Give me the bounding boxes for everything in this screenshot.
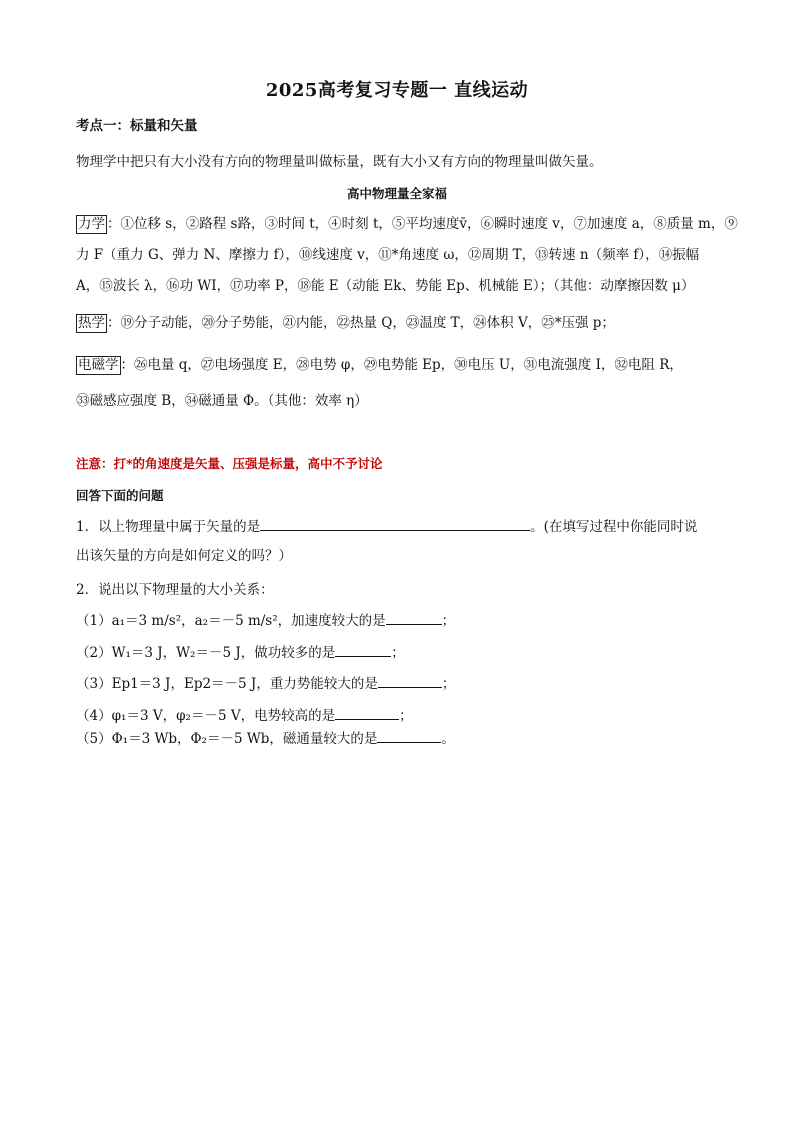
answer-blank-1[interactable] — [260, 516, 530, 531]
section-heading: 考点一：标量和矢量 — [76, 118, 198, 134]
answer-blank-4[interactable] — [378, 673, 442, 688]
em-text-1: ：㉖电量 q，㉗电场强度 E，㉘电势 φ，㉙电势能 Ep，㉚电压 U，㉛电流强度 I，㉜电阻 R， — [120, 357, 683, 373]
sub-question-4 — [76, 705, 726, 726]
note-text: 注意：打*的角速度是矢量、压强是标量，高中不予讨论 — [76, 456, 383, 471]
sub-question-5-text: （5）Φ₁＝3 Wb，Φ₂＝－5 Wb，磁通量较大的是 — [76, 731, 378, 747]
em-line-1 — [76, 355, 726, 375]
answer-blank-3[interactable] — [335, 642, 391, 657]
sub-question-3 — [76, 673, 726, 694]
thermal-line — [76, 313, 726, 333]
sub-question-2-end: ； — [391, 645, 405, 661]
sub-question-3-text: （3）Ep1＝3 J，Ep2＝－5 J，重力势能较大的是 — [76, 676, 378, 692]
thermal-text: ：⑲分子动能，⑳分子势能，㉑内能，㉒热量 Q，㉓温度 T，㉔体积 V，㉕*压强 p； — [107, 315, 615, 331]
answer-blank-2[interactable] — [386, 610, 442, 625]
answer-blank-6[interactable] — [377, 728, 441, 743]
mechanics-line-1 — [76, 214, 738, 234]
sub-question-2-text: （2）W₁＝3 J，W₂＝－5 J，做功较多的是 — [76, 645, 336, 661]
question-1-line-2: 出该矢量的方向是如何定义的吗？） — [76, 548, 292, 564]
questions-heading: 回答下面的问题 — [76, 488, 164, 503]
question-2: 2．说出以下物理量的大小关系： — [76, 582, 274, 598]
mechanics-label: 力学 — [78, 216, 105, 232]
answer-blank-5[interactable] — [335, 705, 399, 720]
question-1 — [76, 516, 726, 537]
sub-question-1-end: ； — [441, 613, 456, 629]
mechanics-text-1: ：①位移 s，②路程 s路，③时间 t，④时刻 t，⑤平均速度v̄，⑥瞬时速度 v，⑦加速度 a，⑧质量 m，⑨ — [107, 216, 738, 232]
sub-question-2 — [76, 642, 726, 663]
em-label: 电磁学 — [78, 357, 119, 373]
sub-question-4-text: （4）φ₁＝3 V，φ₂＝－5 V，电势较高的是 — [76, 708, 336, 724]
sub-question-5-end: 。 — [441, 731, 455, 747]
mechanics-line-3: A，⑮波长 λ，⑯功 WI，⑰功率 P，⑱能 E（动能 Ek、势能 Ep、机械能 E）；（其他：动摩擦因数 μ） — [76, 278, 695, 294]
table-title: 高中物理量全家福 — [346, 186, 447, 201]
sub-question-1 — [76, 610, 726, 631]
sub-question-4-end: ； — [399, 708, 413, 724]
thermal-label: 热学 — [78, 315, 105, 331]
question-1-prefix: 1．以上物理量中属于矢量的是 — [76, 519, 261, 535]
page-title: 2025高考复习专题一 直线运动 — [265, 80, 529, 101]
sub-question-1-text: （1）a₁＝3 m/s²，a₂＝－5 m/s²，加速度较大的是 — [76, 613, 386, 629]
intro-text: 物理学中把只有大小没有方向的物理量叫做标量，既有大小又有方向的物理量叫做矢量。 — [76, 154, 603, 170]
em-line-2: ㉝磁感应强度 B，㉞磁通量 Φ。（其他：效率 η） — [76, 393, 368, 409]
sub-question-5 — [76, 728, 726, 749]
question-1-suffix: 。(在填写过程中你能同时说 — [530, 519, 698, 535]
sub-question-3-end: ； — [441, 676, 456, 692]
mechanics-line-2: 力 F（重力 G、弹力 N、摩擦力 f），⑩线速度 v，⑪*角速度 ω，⑫周期 T，⑬转速 n（频率 f），⑭振幅 — [76, 247, 700, 263]
